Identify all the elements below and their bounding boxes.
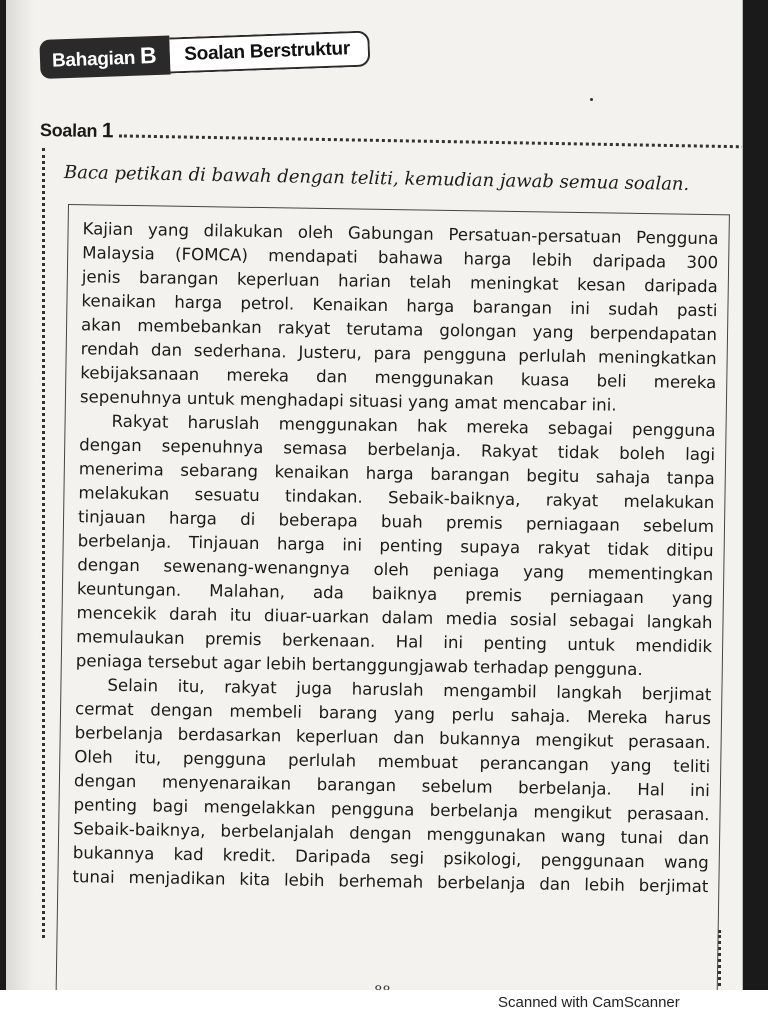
section-letter: B	[139, 41, 157, 69]
section-tag	[39, 35, 171, 79]
passage-line: melakukan sesuatu tindakan. Sebaik-baiknya, rakyat melakukan	[78, 483, 715, 513]
passage-line: tunai menjadikan kita lebih berhemah berbelanja dan lebih berjimat	[72, 867, 709, 897]
section-title: Soalan Berstruktur	[170, 30, 371, 73]
question-heading	[40, 118, 743, 154]
passage-line: penting bagi mengelakkan pengguna berbelanja mengikut perasaan.	[73, 795, 710, 825]
question-number: 1	[101, 119, 114, 143]
passage-line: dengan sepenuhnya semasa berbelanja. Rakyat tidak boleh lagi	[79, 435, 716, 465]
left-dotted-border	[42, 148, 45, 938]
passage-line: menerima sebarang kenaikan harga barangan begitu sahaja tanpa	[78, 459, 715, 489]
dotted-leader	[119, 124, 743, 148]
section-header	[39, 28, 370, 78]
passage-line: berbelanja. Tinjauan harga ini penting supaya rakyat tidak ditipu	[77, 531, 714, 561]
passage-line: Malaysia (FOMCA) mendapati bahawa harga lebih daripada 300	[82, 243, 719, 273]
passage-line: peniaga tersebut agar lebih bertanggungjawab terhadap pengguna.	[75, 651, 643, 680]
passage-line: rendah dan sederhana. Justeru, para pengguna perlulah meningkatkan	[80, 339, 717, 369]
passage-line: dengan menyenaraikan barangan sebelum berbelanja. Hal ini	[73, 771, 711, 801]
passage-line: tinjauan harga di beberapa buah premis perniagaan sebelum	[77, 507, 715, 537]
passage-line: cermat dengan membeli barang yang perlu sahaja. Mereka harus	[74, 699, 712, 729]
question-label-prefix: Soalan	[39, 120, 98, 141]
passage-line: kenaikan harga petrol. Kenaikan harga barangan ini sudah pasti	[81, 291, 718, 321]
passage-line: memulaukan premis berkenaan. Hal ini penting untuk mendidik	[76, 627, 713, 657]
section-prefix: Bahagian	[51, 47, 136, 72]
passage-line: dengan sewenang-wenangnya oleh peniaga yang mementingkan	[77, 555, 714, 585]
passage-line: akan membebankan rakyat terutama golongan yang berpendapatan	[80, 315, 718, 345]
ink-speck	[590, 98, 593, 101]
passage-line: Kajian yang dilakukan oleh Gabungan Persatuan-persatuan Pengguna	[82, 219, 719, 249]
instruction-text: Baca petikan di bawah dengan teliti, kemudian jawab semua soalan.	[63, 162, 690, 196]
passage-line: Sebaik-baiknya, berbelanjalah dengan menggunakan wang tunai dan	[73, 819, 710, 849]
passage-line: keuntungan. Malahan, ada baiknya premis perniagaan yang	[76, 579, 714, 609]
scanner-watermark: Scanned with CamScanner	[498, 994, 680, 1011]
book-page	[6, 0, 743, 1000]
passage-line: Rakyat haruslah menggunakan hak mereka sebagai pengguna	[111, 411, 716, 441]
passage-line: Selain itu, rakyat juga haruslah mengambil langkah berjimat	[107, 675, 712, 705]
passage-line: Oleh itu, pengguna perlulah membuat perancangan yang teliti	[74, 747, 711, 777]
question-label	[40, 118, 114, 143]
passage-line: sepenuhnya untuk menghadapi situasi yang amat mencabar ini.	[79, 387, 617, 415]
passage-text	[72, 217, 718, 899]
passage-line: berbelanja berdasarkan keperluan dan bukannya mengikut perasaan.	[74, 723, 711, 753]
passage-box	[56, 204, 730, 1000]
passage-line: kebijaksanaan mereka dan menggunakan kuasa beli mereka	[80, 363, 717, 393]
passage-line: mencekik darah itu diuar-uarkan dalam media sosial sebagai langkah	[76, 603, 713, 633]
passage-line: jenis barangan keperluan harian telah meningkat kesan daripada	[81, 267, 718, 297]
passage-line: bukannya kad kredit. Daripada segi psikologi, penggunaan wang	[72, 843, 709, 873]
right-dotted-border-top	[742, 136, 743, 196]
